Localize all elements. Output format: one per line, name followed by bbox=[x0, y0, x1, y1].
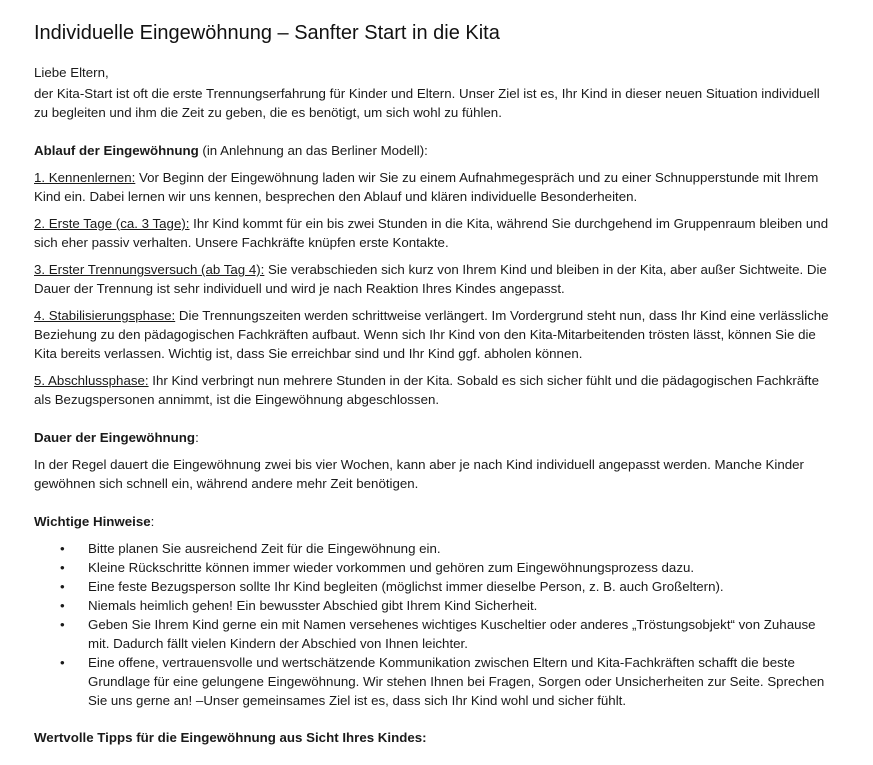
step-paragraph bbox=[34, 260, 833, 298]
ablauf-heading-bold: Ablauf der Eingewöhnung bbox=[34, 143, 199, 158]
step-label: 1. Kennenlernen: bbox=[34, 170, 136, 185]
bullet-icon: • bbox=[60, 617, 65, 632]
step-text: Ihr Kind verbringt nun mehrere Stunden in der Kita. Sobald es sich sicher fühlt und die pädagogischen Fachkräfte als Bezugspersonen annimmt, ist die Eingewöhnung abgeschlossen. bbox=[34, 373, 819, 407]
bullet-icon: • bbox=[60, 560, 65, 575]
intro-paragraph: der Kita-Start ist oft die erste Trennungserfahrung für Kinder und Eltern. Unser Ziel ist es, Ihr Kind in dieser neuen Situation individuell zu begleiten und ihm die Zeit zu geben, die es benötigt, um sich wohl zu fühlen. bbox=[34, 86, 820, 120]
hinweise-list bbox=[34, 539, 833, 710]
bullet-icon: • bbox=[60, 579, 65, 594]
document-body bbox=[34, 63, 833, 747]
step-text: Ihr Kind kommt für ein bis zwei Stunden in die Kita, während Sie durchgehend im Gruppenraum bleiben und sich eher passiv verhalten. Unsere Fachkräfte knüpfen erste Kontakte. bbox=[34, 216, 829, 250]
step-paragraph bbox=[34, 371, 833, 409]
bullet-icon: • bbox=[60, 655, 65, 670]
list-item bbox=[34, 596, 833, 615]
dauer-heading-bold: Dauer der Eingewöhnung bbox=[34, 430, 196, 445]
ablauf-heading-rest: (in Anlehnung an das Berliner Modell): bbox=[198, 143, 428, 158]
list-item bbox=[34, 539, 833, 558]
list-item bbox=[34, 615, 833, 653]
hinweise-heading bbox=[34, 512, 833, 531]
step-label: 4. Stabilisierungsphase: bbox=[34, 308, 176, 323]
list-item-text: Kleine Rückschritte können immer wieder vorkommen und gehören zum Eingewöhnungsprozess dazu. bbox=[88, 560, 695, 575]
list-item-text: Geben Sie Ihrem Kind gerne ein mit Namen versehenes wichtiges Kuscheltier oder anderes „Tröstungsobjekt“ von Zuhause mit. Dadurch fällt vielen Kindern der Abschied von Ihnen leichter. bbox=[88, 617, 816, 651]
hinweise-heading-bold: Wichtige Hinweise bbox=[34, 514, 151, 529]
step-paragraph bbox=[34, 214, 833, 252]
step-text: Vor Beginn der Eingewöhnung laden wir Sie zu einem Aufnahmegespräch und zu einer Schnupperstunde mit Ihrem Kind ein. Dabei lernen wir uns kennen, besprechen den Ablauf und klären individuelle Besonderheiten. bbox=[34, 170, 819, 204]
step-paragraph bbox=[34, 168, 833, 206]
dauer-heading-rest: : bbox=[195, 430, 199, 445]
list-item-text: Eine offene, vertrauensvolle und wertschätzende Kommunikation zwischen Eltern und Kita-Fachkräften schafft die beste Grundlage für eine gelungene Eingewöhnung. Wir stehen Ihnen bei Fragen, Sorgen oder Unsicherheiten zur Seite. Sprechen Sie uns gerne an! –Unser gemeinsames Ziel ist es, dass sich Ihr Kind wohl und sicher fühlt. bbox=[88, 655, 825, 708]
bullet-icon: • bbox=[60, 541, 65, 556]
list-item bbox=[34, 577, 833, 596]
step-text: Die Trennungszeiten werden schrittweise verlängert. Im Vordergrund steht nun, dass Ihr Kind eine verlässliche Beziehung zu den pädagogischen Fachkräften aufbaut. Wenn sich Ihr Kind von den Kita-Mitarbeitenden trösten lässt, können Sie die Kita bereits verlassen. Wichtig ist, dass Sie erreichbar sind und Ihr Kind ggf. abholen können. bbox=[34, 308, 829, 361]
step-label: 5. Abschlussphase: bbox=[34, 373, 149, 388]
list-item-text: Bitte planen Sie ausreichend Zeit für die Eingewöhnung ein. bbox=[88, 541, 441, 556]
list-item bbox=[34, 558, 833, 577]
step-text: Sie verabschieden sich kurz von Ihrem Kind und bleiben in der Kita, aber außer Sichtweite. Die Dauer der Trennung ist sehr individuell und wird je nach Reaktion Ihres Kindes angepasst. bbox=[34, 262, 827, 296]
bullet-icon: • bbox=[60, 598, 65, 613]
dauer-heading bbox=[34, 428, 833, 447]
list-item bbox=[34, 653, 833, 710]
step-label: 3. Erster Trennungsversuch (ab Tag 4): bbox=[34, 262, 265, 277]
tipps-heading: Wertvolle Tipps für die Eingewöhnung aus Sicht Ihres Kindes: bbox=[34, 730, 427, 745]
list-item-text: Eine feste Bezugsperson sollte Ihr Kind begleiten (möglichst immer dieselbe Person, z. B. auch Großeltern). bbox=[88, 579, 724, 594]
step-paragraph bbox=[34, 306, 833, 363]
list-item-text: Niemals heimlich gehen! Ein bewusster Abschied gibt Ihrem Kind Sicherheit. bbox=[88, 598, 538, 613]
greeting: Liebe Eltern, bbox=[34, 65, 109, 80]
document-title: Individuelle Eingewöhnung – Sanfter Start in die Kita bbox=[34, 22, 500, 44]
ablauf-heading bbox=[34, 141, 833, 160]
dauer-paragraph: In der Regel dauert die Eingewöhnung zwei bis vier Wochen, kann aber je nach Kind individuell angepasst werden. Manche Kinder gewöhnen sich schnell ein, während andere mehr Zeit benötigen. bbox=[34, 457, 804, 491]
step-label: 2. Erste Tage (ca. 3 Tage): bbox=[34, 216, 190, 231]
hinweise-heading-rest: : bbox=[150, 514, 155, 529]
